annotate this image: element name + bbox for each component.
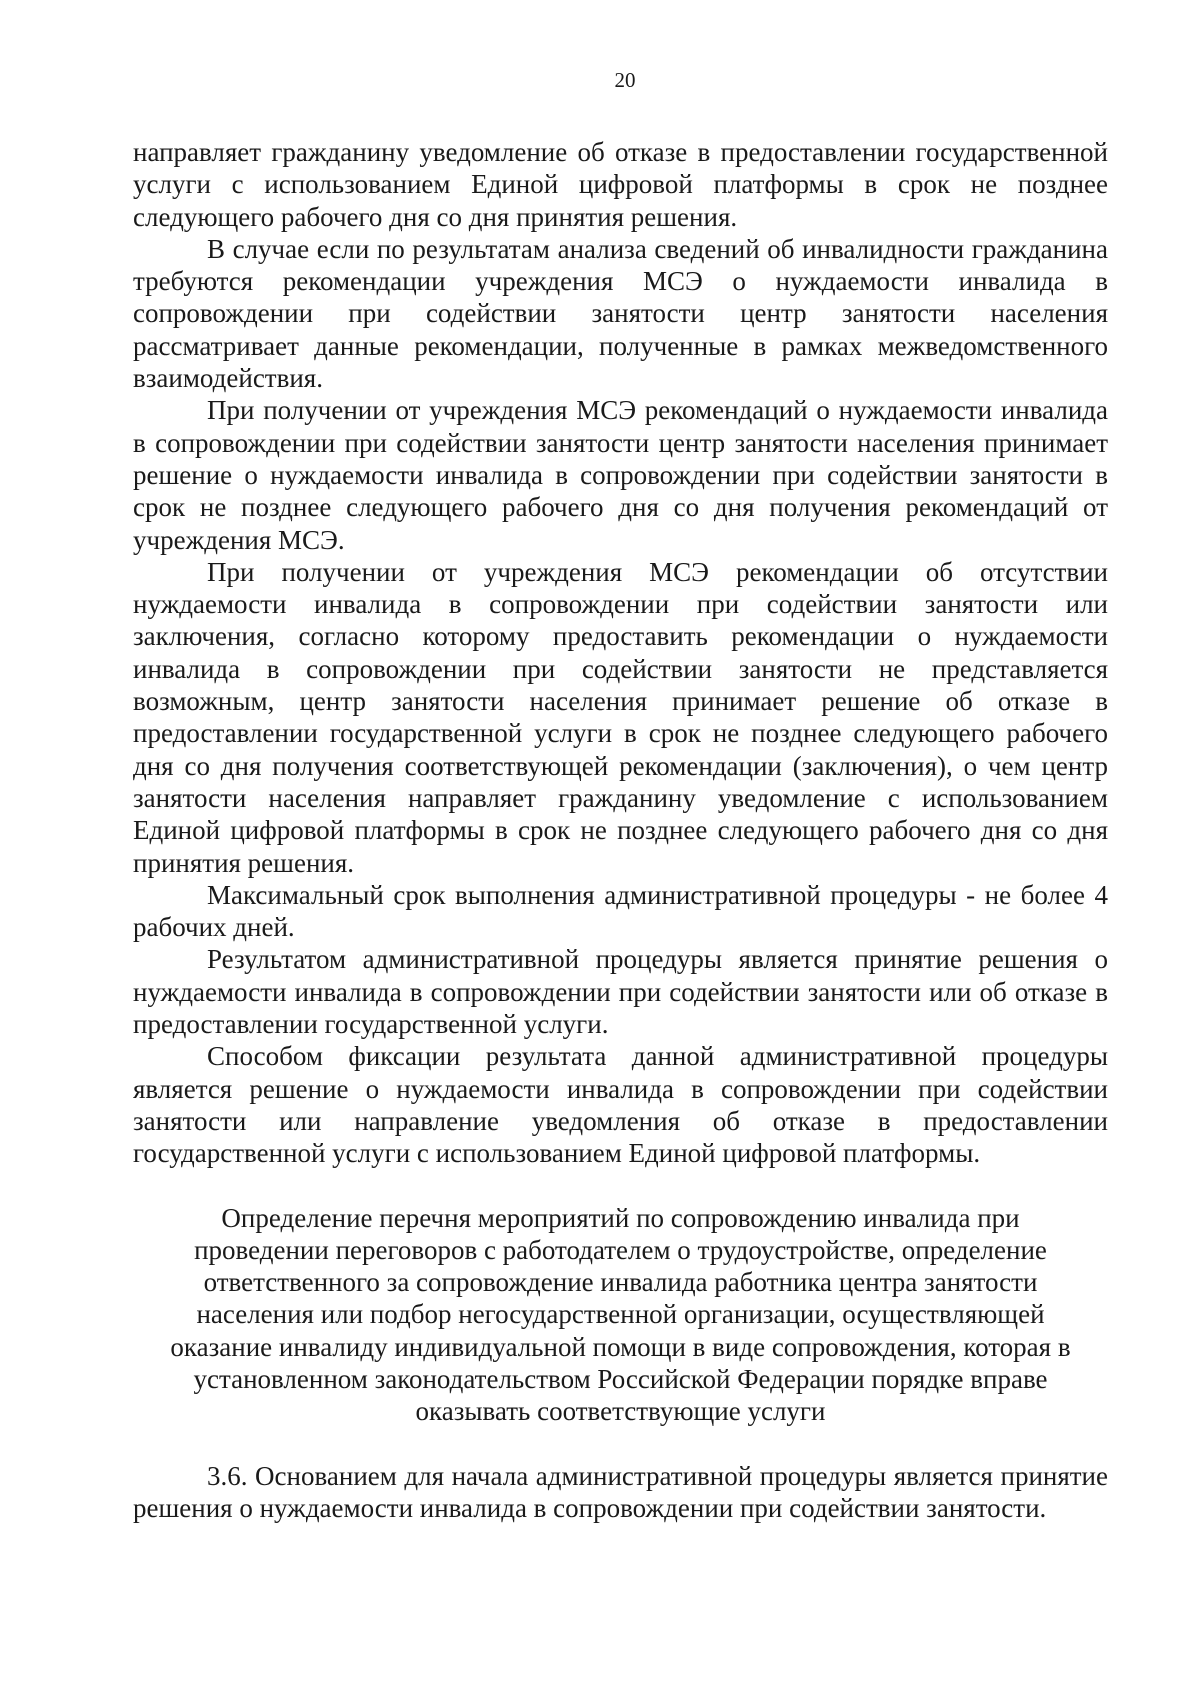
paragraph-continuation: направляет гражданину уведомление об отказе в предоставлении государственной услуги с использованием Единой цифровой платформы в срок не позднее следующего рабочего дня со дня принятия решения. bbox=[133, 137, 1108, 232]
paragraph-mse-recommendations-received: При получении от учреждения МСЭ рекомендаций о нуждаемости инвалида в сопровождении при содействии занятости центр занятости населения принимает решение о нуждаемости инвалида в сопровождении при содействии занятости в срок не позднее следующего рабочего дня со дня получения рекомендаций от учреждения МСЭ. bbox=[133, 395, 1108, 555]
paragraph-result-fixation: Способом фиксации результата данной административной процедуры является решение о нуждаемости инвалида в сопровождении при содействии занятости или направление уведомления об отказе в предоставлении государственной услуги с использованием Единой цифровой платформы. bbox=[133, 1041, 1108, 1169]
paragraph-max-duration: Максимальный срок выполнения административной процедуры - не более 4 рабочих дней. bbox=[133, 879, 1108, 943]
paragraph-mse-recommendations-request: В случае если по результатам анализа сведений об инвалидности гражданина требуются рекомендации учреждения МСЭ о нуждаемости инвалида в сопровождении при содействии занятости центр занятости населения рассматривает данные рекомендации, полученные в рамках межведомственного взаимодействия. bbox=[133, 233, 1108, 394]
paragraph-procedure-result: Результатом административной процедуры является принятие решения о нуждаемости инвалида в сопровождении при содействии занятости или об отказе в предоставлении государственной услуги. bbox=[133, 944, 1108, 1040]
section-heading: Определение перечня мероприятий по сопровождению инвалида при проведении переговоров с работодателем о трудоустройстве, определение ответственного за сопровождение инвалида работника центра занятости населения или подбор негосударственной организации, осуществляющей оказание инвалиду индивидуальной помощи в виде сопровождения, которая в установленном законодательством Российской Федерации порядке вправе оказывать соответствующие услуги bbox=[170, 1202, 1071, 1427]
paragraph-mse-no-need: При получении от учреждения МСЭ рекомендации об отсутствии нуждаемости инвалида в сопровождении при содействии занятости или заключения, согласно которому предоставить рекомендации о нуждаемости инвалида в сопровождении при содействии занятости не представляется возможным, центр занятости населения принимает решение об отказе в предоставлении государственной услуги в срок не позднее следующего рабочего дня со дня получения соответствующей рекомендации (заключения), о чем центр занятости населения направляет гражданину уведомление с использованием Единой цифровой платформы в срок не позднее следующего рабочего дня со дня принятия решения. bbox=[133, 556, 1108, 878]
section-3-6: 3.6. Основанием для начала административной процедуры является принятие решения о нуждаемости инвалида в сопровождении при содействии занятости. bbox=[133, 1460, 1108, 1523]
page-number: 20 bbox=[614, 68, 636, 92]
document-body bbox=[133, 136, 1108, 1524]
